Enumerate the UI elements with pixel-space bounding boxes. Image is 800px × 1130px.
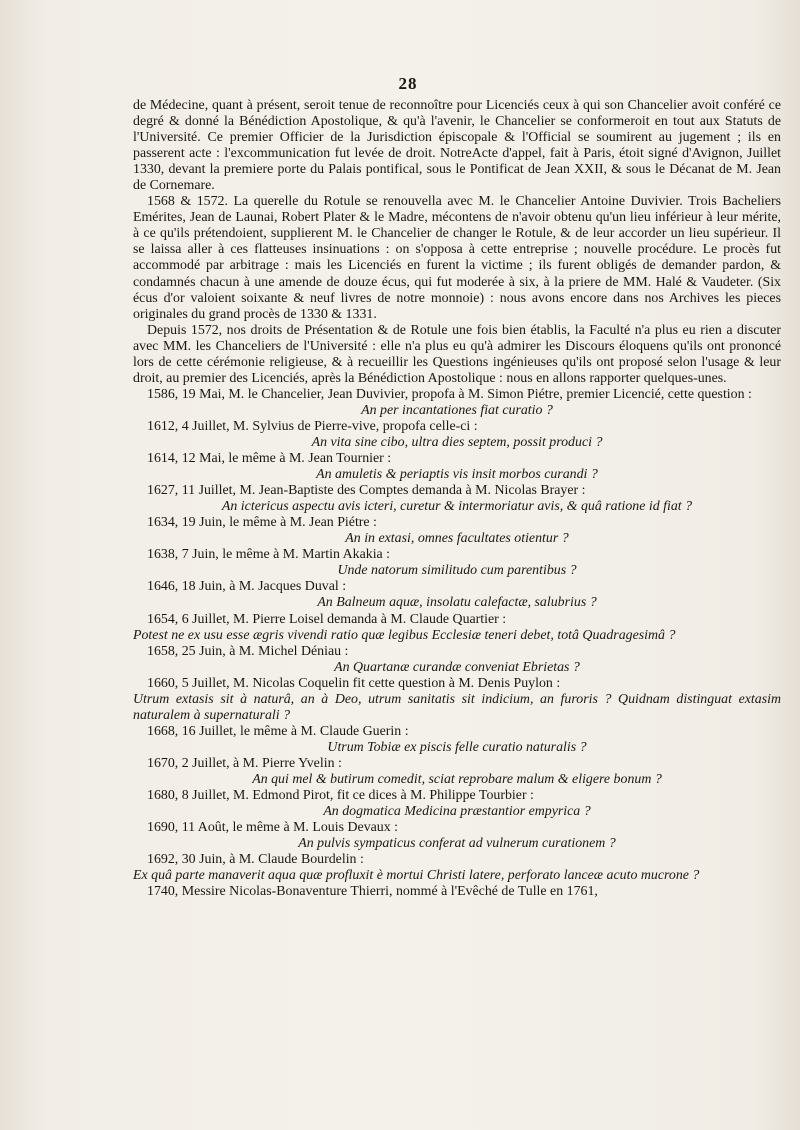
page-number: 28 (398, 74, 418, 93)
latin-question: An amuletis & periaptis vis insit morbos curandi ? (316, 467, 598, 483)
paragraph: 1668, 16 Juillet, le même à M. Claude Guerin : (147, 723, 409, 739)
latin-question: An pulvis sympaticus conferat ad vulnerum curationem ? (298, 836, 616, 852)
latin-question: Ex quâ parte manaverit aqua quæ profluxit è mortui Christi latere, perforato lanceæ acuto mucrone ? (133, 868, 700, 884)
latin-question: Potest ne ex usu esse ægris vivendi ratio quæ legibus Ecclesiæ teneri debet, totâ Quadragesimâ ? (133, 627, 676, 643)
latin-question: An dogmatica Medicina præstantior empyrica ? (323, 804, 591, 820)
paragraph: 1670, 2 Juillet, à M. Pierre Yvelin : (147, 755, 342, 771)
paragraph: 1612, 4 Juillet, M. Sylvius de Pierre-vive, propofa celle-ci : (147, 418, 478, 434)
paragraph: 1614, 12 Mai, le même à M. Jean Tournier : (147, 451, 392, 467)
paragraph: 1586, 19 Mai, M. le Chancelier, Jean Duvivier, propofa à M. Simon Piétre, premier Licencié, cette question : (147, 386, 752, 402)
latin-question: An per incantationes fiat curatio ? (361, 402, 553, 418)
latin-question: Unde natorum similitudo cum parentibus ? (337, 563, 577, 579)
paragraph: 1680, 8 Juillet, M. Edmond Pirot, fit ce dices à M. Philippe Tourbier : (147, 788, 534, 804)
latin-question: An in extasi, omnes facultates otientur ? (345, 531, 569, 547)
latin-question: Utrum Tobiæ ex piscis felle curatio naturalis ? (327, 739, 587, 755)
paragraph: 1568 & 1572. La querelle du Rotule se renouvella avec M. le Chancelier Antoine Duvivier. Trois Bacheliers Emérites, Jean de Launai, Robert Plater & le Madre, mécontens de n'avoir obtenu qu'un lieu inférieur à leur mérite, à ce qu'ils prétendoient, supplierent M. le Chancelier de changer le Rotule, & de leur accorder un lieu supérieur. Il se laissa aller à ces flatteuses insinuations : on s'opposa à cette entreprise ; nouvelle procédure. Le procès fut accommodé par arbitrage : mais les Licenciés en furent la victime ; ils furent obligés de demander pardon, & condamnés chacun à une amende de douze écus, qui fut moderée à six, à la priere de MM. Halé & Vaudeter. (Six écus d'or valoient soixante & neuf livres de notre monnoie) : nous avons encore dans nos Archives les pieces originales du grand procès de 1330 & 1331. (133, 194, 781, 322)
paragraph: 1690, 11 Août, le même à M. Louis Devaux : (147, 820, 399, 836)
paragraph: 1660, 5 Juillet, M. Nicolas Coquelin fit cette question à M. Denis Puylon : (147, 675, 561, 691)
latin-question: An vita sine cibo, ultra dies septem, possit produci ? (311, 434, 603, 450)
latin-question: An ictericus aspectu avis icteri, curetur & intermoriatur avis, & quâ ratione id fiat ? (221, 499, 693, 515)
paragraph: 1740, Messire Nicolas-Bonaventure Thierri, nommé à l'Evêché de Tulle en 1761, (147, 884, 598, 900)
paragraph: de Médecine, quant à présent, seroit tenue de reconnoître pour Licenciés ceux à qui son Chancelier avoit conféré ce degré & donné la Bénédiction Apostolique, & qu'à l'avenir, le Chancelier se conformeroit en tout aux Statuts de l'Université. Ce premier Officier de la Jurisdiction épiscopale & l'Official se soumirent au jugement ; ils en passerent acte : l'excommunication fut levée de droit. NotreActe d'appel, fait à Paris, étoit signé d'Avignon, Juillet 1330, devant la premiere porte du Palais pontifical, sous le Pontificat de Jean XXII, & sous le Décanat de M. Jean de Cornemare. (133, 98, 781, 194)
latin-question: An qui mel & butirum comedit, sciat reprobare malum & eligere bonum ? (252, 771, 662, 787)
latin-question: Utrum extasis sit à naturâ, an à Deo, utrum sanitatis sit indicium, an furoris ? Quidnam distinguat extasim naturalem à supernaturali ? (133, 691, 781, 723)
paragraph: 1654, 6 Juillet, M. Pierre Loisel demanda à M. Claude Quartier : (147, 611, 507, 627)
paragraph: 1646, 18 Juin, à M. Jacques Duval : (147, 579, 347, 595)
latin-question: An Balneum aquæ, insolatu calefactæ, salubrius ? (317, 595, 597, 611)
paragraph: 1634, 19 Juin, le même à M. Jean Piétre : (147, 515, 377, 531)
paragraph: Depuis 1572, nos droits de Présentation & de Rotule une fois bien établis, la Faculté n'a plus eu rien a discuter avec MM. les Chanceliers de l'Université : elle n'a plus eu qu'à admirer les Discours éloquens qu'ils ont prononcé lors de cette cérémonie religieuse, & à recueillir les Questions ingénieuses qu'ils ont proposé selon l'usage & leur droit, au premier des Licenciés, après la Bénédiction Apostolique : nous en allons rapporter quelques-unes. (133, 322, 781, 386)
paragraph: 1638, 7 Juin, le même à M. Martin Akakia : (147, 547, 391, 563)
paragraph: 1658, 25 Juin, à M. Michel Déniau : (147, 643, 349, 659)
paragraph: 1692, 30 Juin, à M. Claude Bourdelin : (147, 852, 364, 868)
latin-question: An Quartanæ curandæ conveniat Ebrietas ? (334, 659, 580, 675)
page-text (133, 98, 781, 900)
paragraph: 1627, 11 Juillet, M. Jean-Baptiste des Comptes demanda à M. Nicolas Brayer : (147, 483, 586, 499)
